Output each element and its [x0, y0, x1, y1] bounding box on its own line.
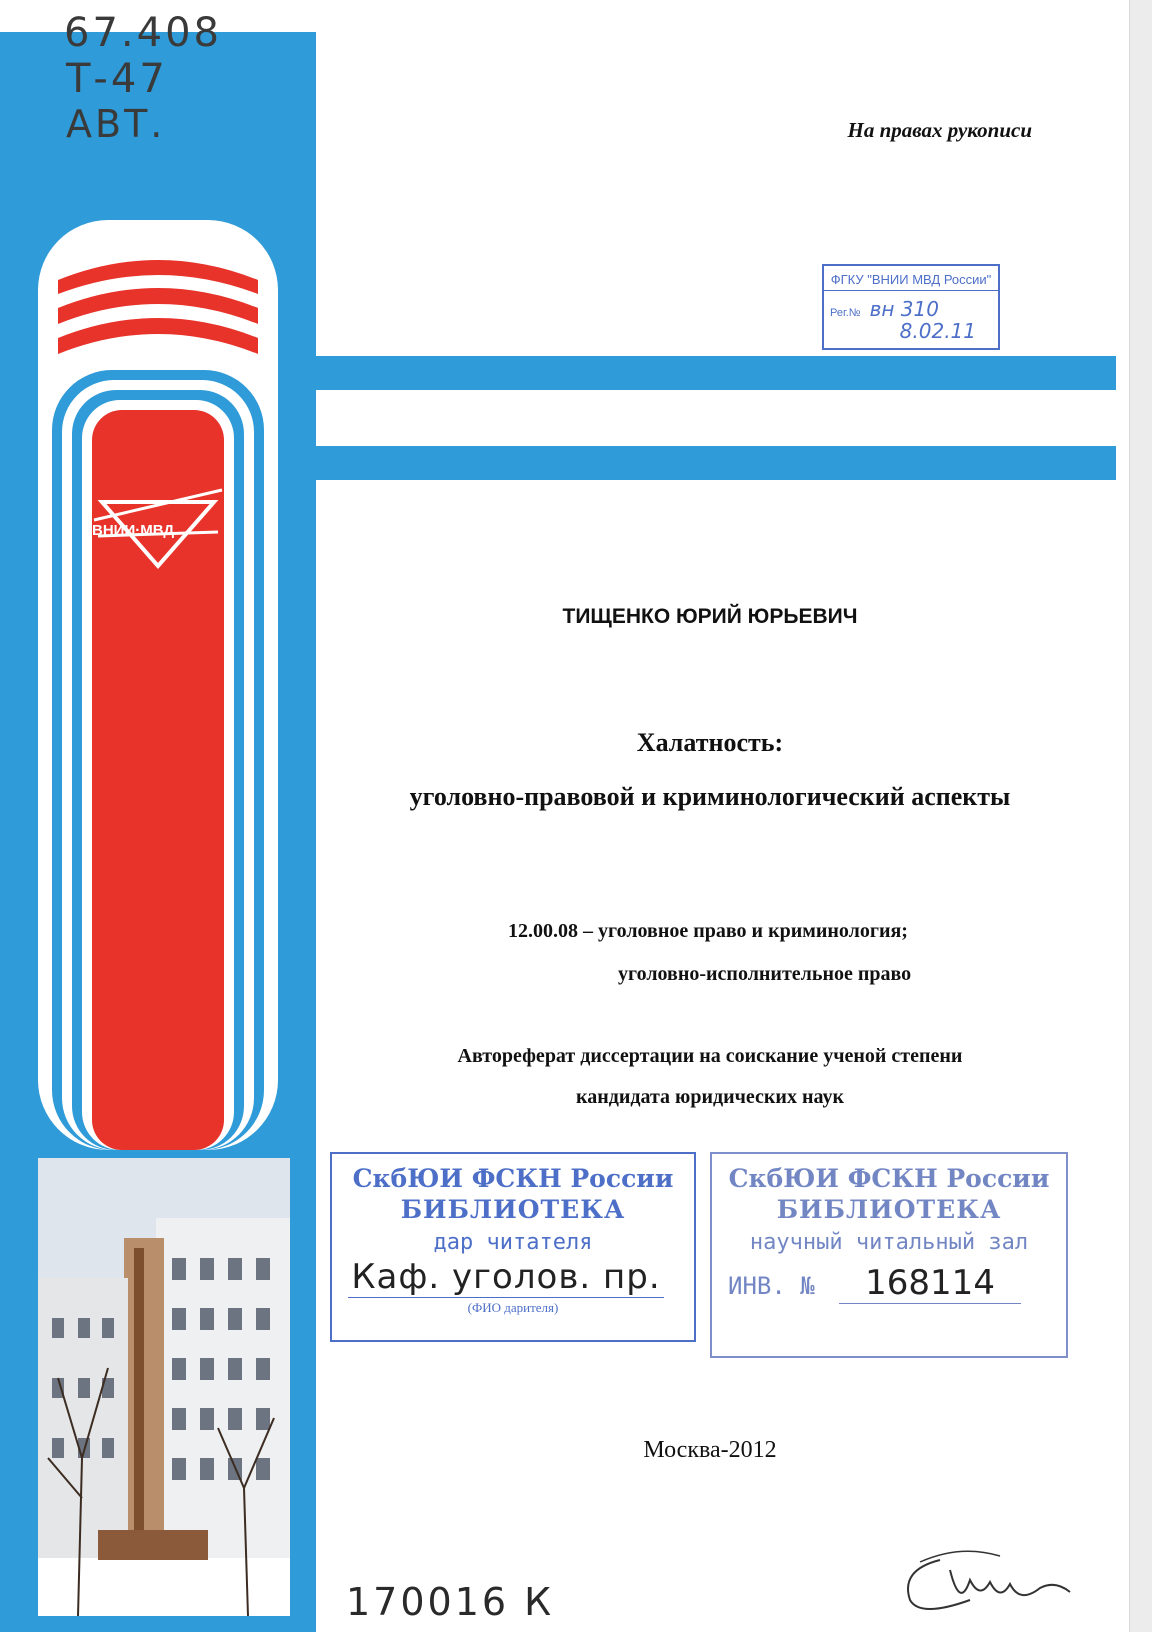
gift-stamp-subtitle: дар читателя: [433, 1230, 593, 1255]
blue-stripe-bottom: [316, 446, 1116, 480]
inventory-stamp-number-row: [712, 1263, 1066, 1303]
building-photo: [38, 1158, 290, 1616]
author-name: ТИЩЕНКО ЮРИЙ ЮРЬЕВИЧ: [562, 605, 858, 628]
library-inventory-stamp: [710, 1152, 1068, 1358]
blue-stripe-top: [316, 356, 1116, 390]
abstract-line-1: Автореферат диссертации на соискание ученой степени: [457, 1045, 963, 1067]
gift-stamp-caption: (ФИО дарителя): [467, 1300, 559, 1315]
abstract-line-2: кандидата юридических наук: [576, 1086, 844, 1108]
inventory-stamp-subtitle: научный читальный зал: [749, 1230, 1029, 1255]
stamp-reg-row: [824, 297, 998, 321]
gift-stamp-name: БИБЛИОТЕКА: [400, 1195, 626, 1224]
specialty-line-2: уголовно-исполнительное право: [618, 963, 912, 985]
logo-text: ВНИИ·МВД: [92, 522, 175, 539]
title-line-1: Халатность:: [636, 728, 784, 757]
city-year: Москва-2012: [643, 1437, 777, 1463]
title-line-2: уголовно-правовой и криминологический аспекты: [409, 782, 1011, 811]
page-edge: [1129, 0, 1152, 1632]
inventory-label: ИНВ. №: [728, 1272, 815, 1300]
library-gift-stamp: [330, 1152, 696, 1342]
stamp-reg-number: вн 310: [869, 297, 939, 321]
handwritten-shelf-code-1: 67.408: [64, 10, 222, 56]
handwritten-bottom-number: 170016 К: [346, 1580, 555, 1624]
rights-notice: На правах рукописи: [847, 118, 1032, 142]
stamp-date: 8.02.11: [899, 319, 976, 343]
registration-stamp: [822, 264, 1000, 350]
stamp-organization: ФГКУ "ВНИИ МВД России": [824, 272, 998, 291]
handwritten-shelf-code-3: АВТ.: [66, 102, 166, 146]
gift-stamp-handwritten: Каф. уголов. пр.: [348, 1257, 664, 1298]
inventory-stamp-org: СкбЮИ ФСКН России: [728, 1164, 1050, 1193]
vnii-mvd-logo: [38, 220, 278, 1150]
specialty-line-1: 12.00.08 – уголовное право и криминология;: [508, 920, 908, 942]
gift-stamp-org: СкбЮИ ФСКН России: [352, 1164, 674, 1193]
signature: [880, 1540, 1080, 1620]
stamp-reg-label: Рег.№: [830, 307, 861, 319]
handwritten-shelf-code-2: Т-47: [66, 56, 168, 102]
inventory-stamp-name: БИБЛИОТЕКА: [776, 1195, 1002, 1224]
inventory-number: 168114: [839, 1263, 1021, 1304]
